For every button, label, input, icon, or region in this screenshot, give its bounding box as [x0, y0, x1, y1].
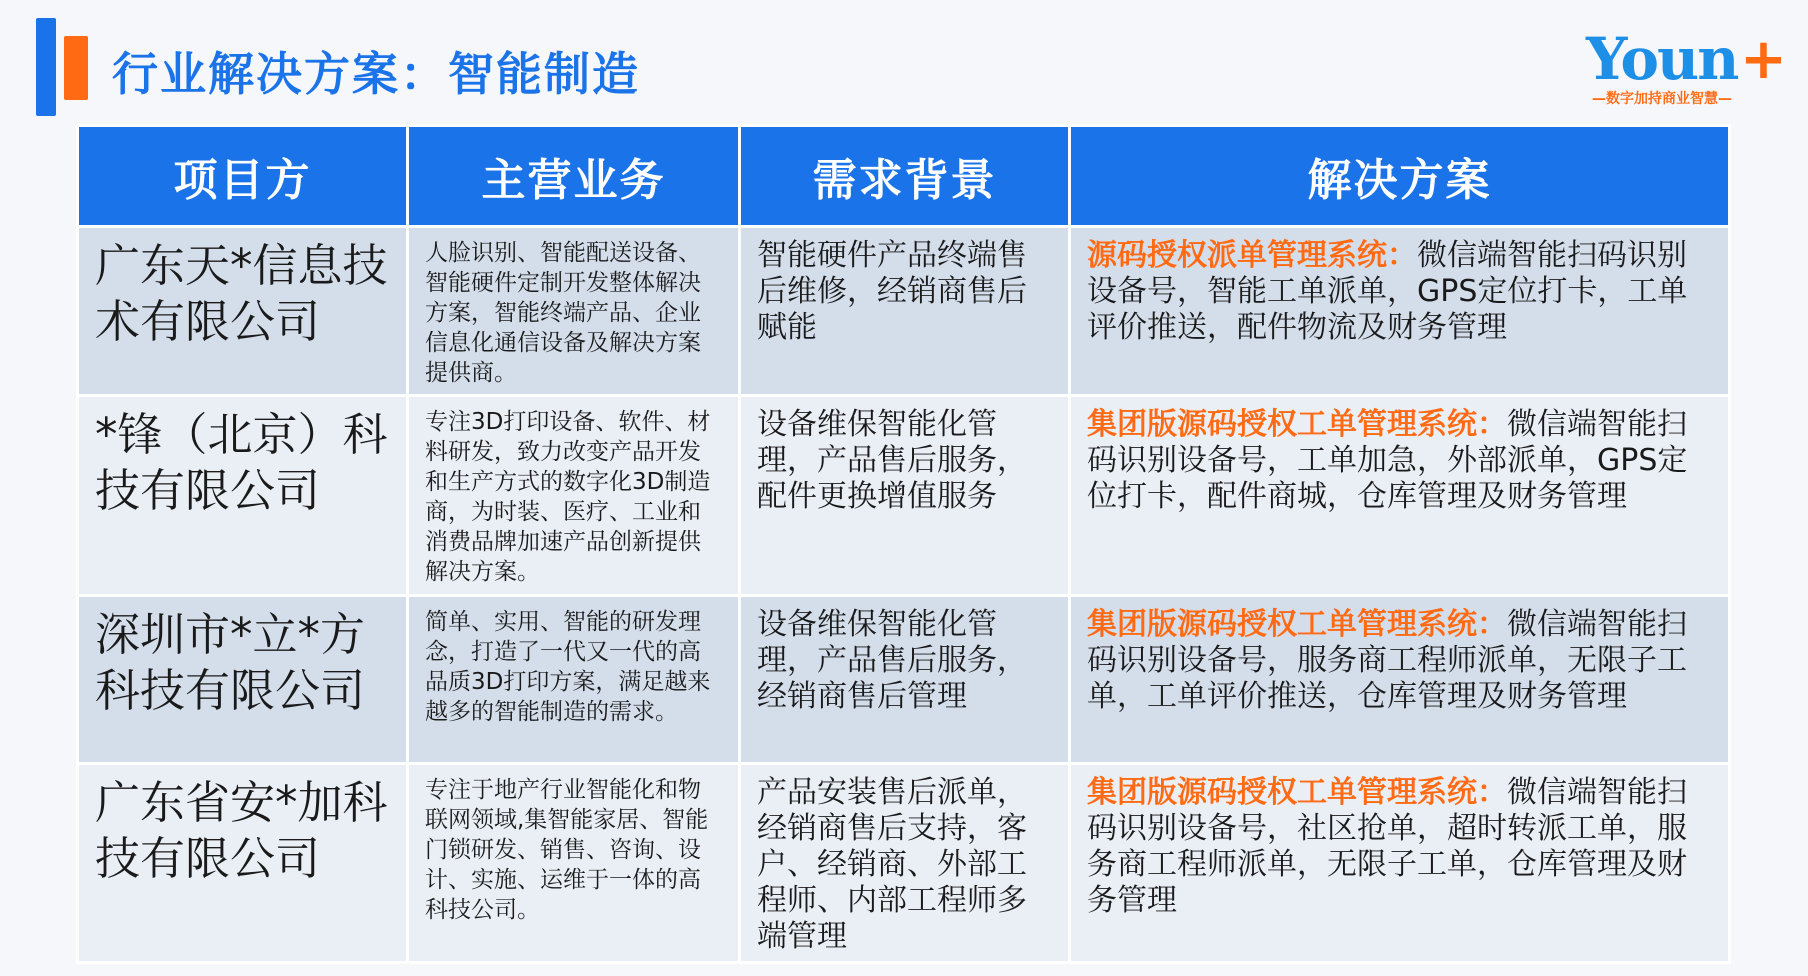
solution-title: 集团版源码授权工单管理系统： — [1087, 775, 1507, 810]
solution-text: 微信端智能扫码识别设备号，服务商工程师派单，无限子工单，工单评价推送，仓库管理及财务管理 — [1087, 607, 1687, 714]
solution-title: 集团版源码授权工单管理系统： — [1087, 407, 1507, 442]
business-cell: 人脸识别、智能配送设备、智能硬件定制开发整体解决方案，智能终端产品、企业信息化通信设备及解决方案提供商。 — [408, 227, 740, 396]
solution-cell — [1070, 764, 1730, 963]
business-cell: 简单、实用、智能的研发理念，打造了一代又一代的高品质3D打印方案，满足越来越多的智能制造的需求。 — [408, 596, 740, 764]
company-cell: 广东天*信息技术有限公司 — [78, 227, 408, 396]
solution-cell — [1070, 227, 1730, 396]
need-cell: 产品安装售后派单，经销商售后支持，客户、经销商、外部工程师、内部工程师多端管理 — [740, 764, 1070, 963]
need-cell: 智能硬件产品终端售后维修，经销商售后赋能 — [740, 227, 1070, 396]
business-cell: 专注于地产行业智能化和物联网领域,集智能家居、智能门锁研发、销售、咨询、设计、实施、运维于一体的高科技公司。 — [408, 764, 740, 963]
header-solution: 解决方案 — [1070, 126, 1730, 227]
logo-slogan: —数字加持商业智慧— — [1592, 91, 1732, 107]
business-cell: 专注3D打印设备、软件、材料研发，致力改变产品开发和生产方式的数字化3D制造商，为时装、医疗、工业和消费品牌加速产品创新提供解决方案。 — [408, 396, 740, 596]
brand-logo — [1580, 25, 1787, 107]
table-row — [78, 396, 1730, 596]
company-cell: 广东省安*加科技有限公司 — [78, 764, 408, 963]
table-row — [78, 596, 1730, 764]
solution-cell — [1070, 596, 1730, 764]
header-business: 主营业务 — [408, 126, 740, 227]
table-header-row — [78, 126, 1730, 227]
solution-title: 源码授权派单管理系统： — [1087, 238, 1417, 273]
title-accent-bar-blue — [36, 18, 56, 116]
logo-plus-icon: + — [1740, 27, 1787, 92]
solution-cell — [1070, 396, 1730, 596]
solution-text: 微信端智能扫码识别设备号，工单加急，外部派单，GPS定位打卡，配件商城，仓库管理及财务管理 — [1087, 407, 1688, 514]
header-project: 项目方 — [78, 126, 408, 227]
title-accent-bar-orange — [64, 36, 88, 100]
table-row — [78, 764, 1730, 963]
company-cell: 深圳市*立*方科技有限公司 — [78, 596, 408, 764]
table-row — [78, 227, 1730, 396]
solution-title: 集团版源码授权工单管理系统： — [1087, 607, 1507, 642]
logo-word: Youn — [1586, 25, 1738, 93]
company-cell: *锋（北京）科技有限公司 — [78, 396, 408, 596]
need-cell: 设备维保智能化管理，产品售后服务，配件更换增值服务 — [740, 396, 1070, 596]
header-need: 需求背景 — [740, 126, 1070, 227]
page-title: 行业解决方案：智能制造 — [112, 47, 640, 101]
solutions-table — [76, 124, 1731, 964]
need-cell: 设备维保智能化管理，产品售后服务，经销商售后管理 — [740, 596, 1070, 764]
solution-text: 微信端智能扫码识别设备号，社区抢单，超时转派工单，服务商工程师派单，无限子工单，仓库管理及财务管理 — [1087, 775, 1687, 918]
solution-text: 微信端智能扫码识别设备号，智能工单派单，GPS定位打卡，工单评价推送，配件物流及财务管理 — [1087, 238, 1688, 345]
